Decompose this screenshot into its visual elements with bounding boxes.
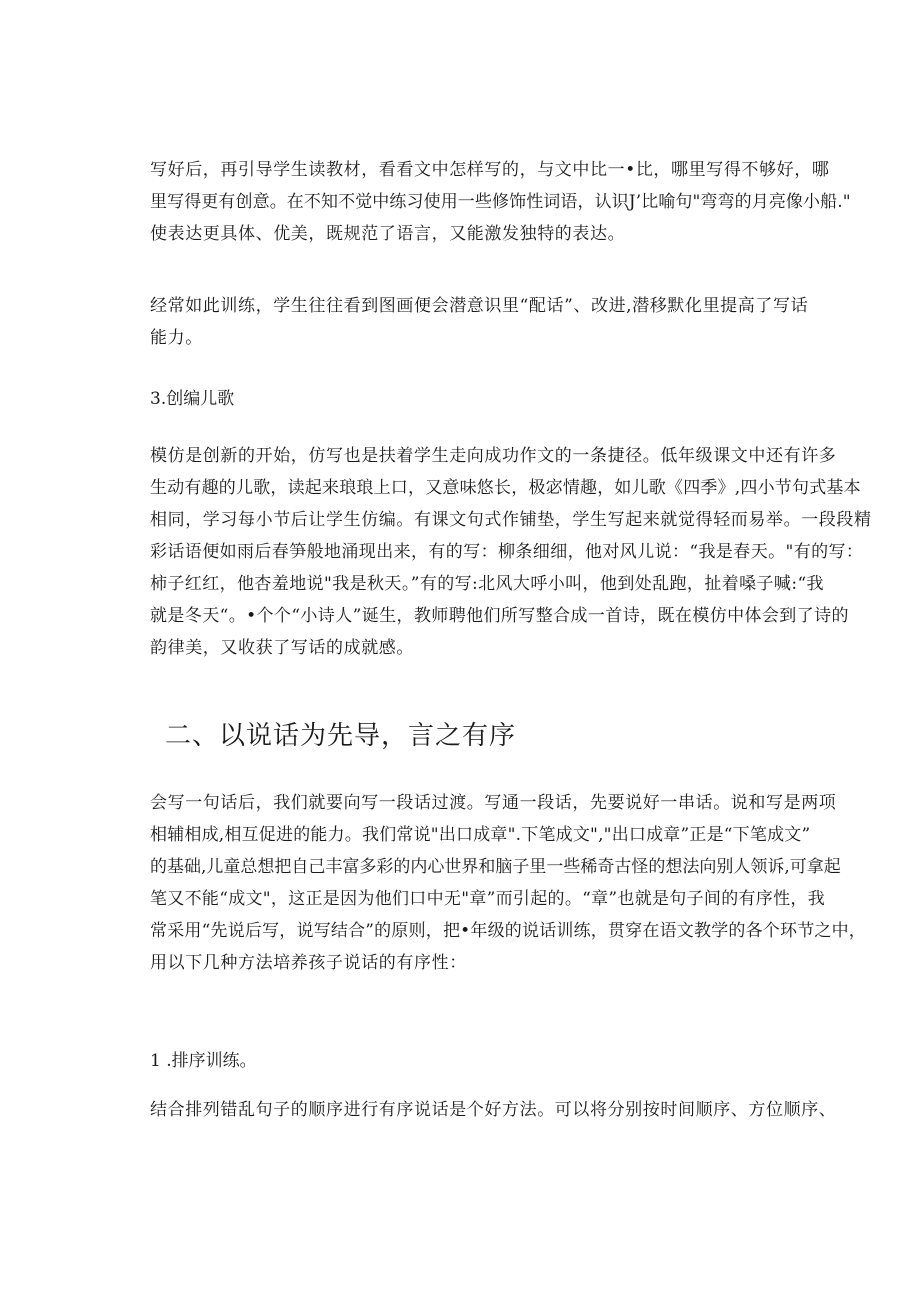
paragraph-line: 生动有趣的儿歌，读起来琅琅上口，又意味悠长，极宓情趣，如儿歌《四季》,四小节句式基本	[150, 478, 861, 498]
subheading-create-children-songs: 3.创编儿歌	[150, 389, 235, 409]
subheading-ordering-training: 1 .排序训练。	[150, 1051, 257, 1071]
paragraph-line: 笔又不能“成文"，这正是因为他们口中无"章”而引起的。“章”也就是句子间的有序性，我	[150, 889, 826, 909]
paragraph-line: 彩话语便如雨后春笋般地涌现出来，有的写：柳条细细，他对风儿说：“我是春天。"有的写：	[150, 542, 864, 562]
paragraph-5	[150, 1094, 837, 1126]
paragraph-line: 就是冬天“。•个个“小诗人”诞生，教师聘他们所写整合成一首诗，既在模仿中体会到了诗的	[150, 606, 849, 626]
paragraph-line: 韵律美，又收获了写话的成就感。	[150, 638, 414, 658]
paragraph-line: 结合排列错乱句子的顺序进行有序说话是个好方法。可以将分别按时间顺序、方位顺序、	[150, 1100, 837, 1120]
paragraph-line: 常采用“先说后写，说写结合”的原则，把•年级的说话训练，贯穿在语文教学的各个环节之中，	[150, 921, 867, 941]
paragraph-line: 使表达更具体、优美，既规范了语言，又能激发独特的表达。	[150, 224, 626, 244]
paragraph-line: 会写一句话后，我们就要向写一段话过渡。写通一段话，先要说好一串话。说和写是两项	[150, 793, 837, 813]
section-title-speaking-first: 二、以说话为先导，言之有序	[165, 721, 517, 751]
paragraph-line: 里写得更有创意。在不知不觉中练习使用一些修饰性词语，认识J’比喻句"弯弯的月亮像小船."	[150, 192, 851, 212]
paragraph-line: 经常如此训练，学生往往看到图画便会潜意识里“配话”、改进,潜移默化里提高了写话	[150, 296, 809, 316]
paragraph-3	[150, 440, 872, 664]
paragraph-line: 相辅相成,相互促进的能力。我们常说"出口成章".下笔成文","出口成章”正是“下笔成文”	[150, 825, 811, 845]
paragraph-line: 的基础,儿童总想把自己丰富多彩的内心世界和脑子里一些稀奇古怪的想法向别人领诉,可拿起	[150, 857, 841, 877]
paragraph-line: 写好后，再引导学生读教材，看看文中怎样写的，与文中比一•比，哪里写得不够好，哪	[150, 160, 830, 180]
paragraph-2	[150, 290, 830, 354]
paragraph-line: 柿子红红，他杏羞地说"我是秋天。”有的写:北风大呼小叫，他到处乱跑，扯着嗓子喊:“我	[150, 574, 824, 594]
paragraph-line: 相同，学习每小节后让学生仿编。有课文句式作铺垫，学生写起来就觉得轻而易举。一段段精	[150, 510, 872, 530]
paragraph-line: 用以下几种方法培养孩子说话的有序性：	[150, 953, 467, 973]
paragraph-line: 模仿是创新的开始，仿写也是扶着学生走向成功作文的一条捷径。低年级课文中还有许多	[150, 446, 837, 466]
paragraph-1	[150, 154, 851, 250]
paragraph-4	[150, 787, 867, 979]
paragraph-line: 能力。	[150, 328, 203, 348]
